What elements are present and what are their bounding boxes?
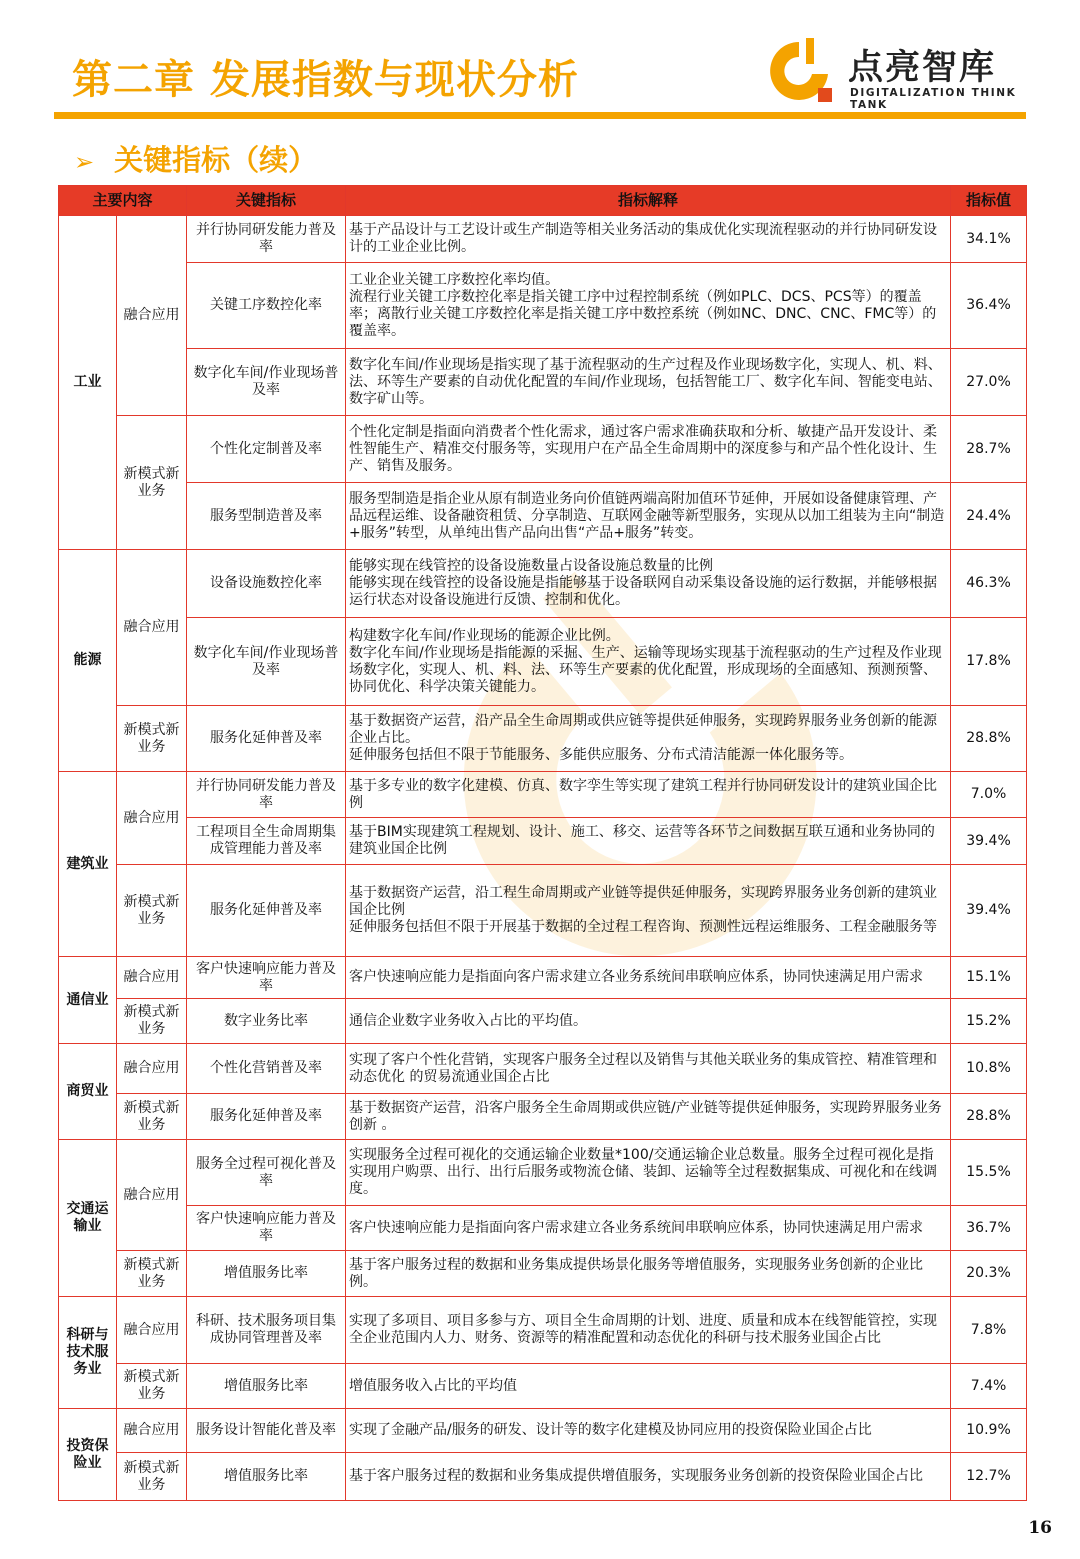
explanation-cell: 实现了金融产品/服务的研发、设计等的数字化建模及协同应用的投资保险业国企占比 — [346, 1409, 951, 1453]
value-cell: 46.3% — [951, 550, 1027, 618]
indicator-cell: 工程项目全生命周期集成管理能力普及率 — [187, 818, 346, 865]
value-cell: 7.0% — [951, 772, 1027, 818]
value-cell: 28.8% — [951, 1094, 1027, 1140]
indicator-cell: 增值服务比率 — [187, 1364, 346, 1409]
main-category-cell: 商贸业 — [59, 1044, 117, 1140]
value-cell: 15.2% — [951, 999, 1027, 1044]
logo-chinese-text: 点亮智库 — [848, 48, 997, 88]
indicator-cell: 数字化车间/作业现场普及率 — [187, 349, 346, 416]
explanation-cell: 基于客户服务过程的数据和业务集成提供增值服务，实现服务业务创新的投资保险业国企占比 — [346, 1453, 951, 1501]
explanation-cell: 工业企业关键工序数控化率均值。 流程行业关键工序数控化率是指关键工序中过程控制系统（例如PLC、DCS、PCS等）的覆盖率；离散行业关键工序数控化率是指关键工序中数控系统（例如NC、DNC、CNC、FMC等）的覆盖率。 — [346, 263, 951, 349]
table-row — [59, 1251, 1027, 1297]
table-row — [59, 550, 1027, 618]
value-cell: 39.4% — [951, 865, 1027, 957]
explanation-cell: 基于数据资产运营，沿客户服务全生命周期或供应链/产业链等提供延伸服务，实现跨界服务业务创新 。 — [346, 1094, 951, 1140]
sub-category-cell: 新模式新业务 — [117, 1094, 187, 1140]
indicator-cell: 并行协同研发能力普及率 — [187, 216, 346, 263]
table-row — [59, 772, 1027, 818]
explanation-cell: 服务型制造是指企业从原有制造业务向价值链两端高附加值环节延伸，开展如设备健康管理、产品远程运维、设备融资租赁、分享制造、互联网金融等新型服务，实现从以加工组装为主向“制造+服务”转型，从单纯出售产品向出售“产品+服务”转变。 — [346, 483, 951, 550]
main-category-cell: 交通运输业 — [59, 1140, 117, 1297]
indicator-cell: 设备设施数控化率 — [187, 550, 346, 618]
sub-category-cell: 融合应用 — [117, 1044, 187, 1094]
table-row — [59, 818, 1027, 865]
sub-category-cell: 新模式新业务 — [117, 1364, 187, 1409]
table-header-row — [59, 186, 1027, 216]
main-category-cell: 建筑业 — [59, 772, 117, 957]
sub-category-cell: 融合应用 — [117, 216, 187, 416]
indicator-cell: 关键工序数控化率 — [187, 263, 346, 349]
table-row — [59, 618, 1027, 706]
indicator-cell: 客户快速响应能力普及率 — [187, 957, 346, 999]
indicator-cell: 服务化延伸普及率 — [187, 706, 346, 772]
explanation-cell: 增值服务收入占比的平均值 — [346, 1364, 951, 1409]
header-divider — [54, 112, 1026, 119]
table-row — [59, 1206, 1027, 1251]
indicator-cell: 服务设计智能化普及率 — [187, 1409, 346, 1453]
value-cell: 28.8% — [951, 706, 1027, 772]
indicator-cell: 个性化定制普及率 — [187, 416, 346, 483]
sub-category-cell: 新模式新业务 — [117, 416, 187, 550]
sub-category-cell: 新模式新业务 — [117, 865, 187, 957]
table-row — [59, 349, 1027, 416]
explanation-cell: 基于产品设计与工艺设计或生产制造等相关业务活动的集成优化实现流程驱动的并行协同研发设计的工业企业比例。 — [346, 216, 951, 263]
sub-category-cell: 融合应用 — [117, 772, 187, 865]
header-indicator: 关键指标 — [187, 186, 346, 216]
key-indicators-table — [58, 185, 1027, 1501]
explanation-cell: 基于多专业的数字化建模、仿真、数字孪生等实现了建筑工程并行协同研发设计的建筑业国企比例 — [346, 772, 951, 818]
main-category-cell: 能源 — [59, 550, 117, 772]
indicator-cell: 服务全过程可视化普及率 — [187, 1140, 346, 1206]
table-row — [59, 865, 1027, 957]
explanation-cell: 客户快速响应能力是指面向客户需求建立各业务系统间串联响应体系，协同快速满足用户需求 — [346, 1206, 951, 1251]
value-cell: 7.4% — [951, 1364, 1027, 1409]
logo-english-text: DIGITALIZATION THINK TANK — [850, 87, 1017, 111]
sub-category-cell: 融合应用 — [117, 1140, 187, 1251]
value-cell: 24.4% — [951, 483, 1027, 550]
sub-category-cell: 融合应用 — [117, 1409, 187, 1453]
table-row — [59, 1409, 1027, 1453]
main-category-cell: 工业 — [59, 216, 117, 550]
value-cell: 10.9% — [951, 1409, 1027, 1453]
table-row — [59, 216, 1027, 263]
indicator-cell: 服务化延伸普及率 — [187, 865, 346, 957]
table-row — [59, 706, 1027, 772]
table-row — [59, 1044, 1027, 1094]
explanation-cell: 构建数字化车间/作业现场的能源企业比例。 数字化车间/作业现场是指能源的采掘、生产、运输等现场实现基于流程驱动的生产过程及作业现场数字化，实现人、机、料、法、环等生产要素的优化配置，形成现场的全面感知、预测预警、协同优化、科学决策关键能力。 — [346, 618, 951, 706]
sub-category-cell: 新模式新业务 — [117, 1453, 187, 1501]
main-category-cell: 投资保险业 — [59, 1409, 117, 1501]
table-body — [59, 216, 1027, 1501]
indicator-cell: 个性化营销普及率 — [187, 1044, 346, 1094]
chapter-title: 第二章 发展指数与现状分析 — [72, 57, 579, 103]
table-row — [59, 483, 1027, 550]
value-cell: 39.4% — [951, 818, 1027, 865]
sub-category-cell: 新模式新业务 — [117, 1251, 187, 1297]
table-row — [59, 263, 1027, 349]
indicator-cell: 数字化车间/作业现场普及率 — [187, 618, 346, 706]
sub-category-cell: 新模式新业务 — [117, 999, 187, 1044]
value-cell: 34.1% — [951, 216, 1027, 263]
explanation-cell: 通信企业数字业务收入占比的平均值。 — [346, 999, 951, 1044]
explanation-cell: 基于数据资产运营，沿产品全生命周期或供应链等提供延伸服务，实现跨界服务业务创新的能源企业占比。 延伸服务包括但不限于节能服务、多能供应服务、分布式清洁能源一体化服务等。 — [346, 706, 951, 772]
section-title: 关键指标（续） — [114, 143, 318, 177]
explanation-cell: 能够实现在线管控的设备设施数量占设备设施总数量的比例 能够实现在线管控的设备设施是指能够基于设备联网自动采集设备设施的运行数据，并能够根据运行状态对设备设施进行反馈、控制和优化。 — [346, 550, 951, 618]
explanation-cell: 基于客户服务过程的数据和业务集成提供场景化服务等增值服务，实现服务业务创新的企业比例。 — [346, 1251, 951, 1297]
table-row — [59, 999, 1027, 1044]
header-explanation: 指标解释 — [346, 186, 951, 216]
sub-category-cell: 融合应用 — [117, 1297, 187, 1364]
value-cell: 12.7% — [951, 1453, 1027, 1501]
indicator-cell: 服务型制造普及率 — [187, 483, 346, 550]
indicator-cell: 增值服务比率 — [187, 1453, 346, 1501]
table-row — [59, 1094, 1027, 1140]
sub-category-cell: 新模式新业务 — [117, 706, 187, 772]
table-row — [59, 1297, 1027, 1364]
value-cell: 17.8% — [951, 618, 1027, 706]
indicator-cell: 服务化延伸普及率 — [187, 1094, 346, 1140]
indicator-cell: 增值服务比率 — [187, 1251, 346, 1297]
table-row — [59, 1140, 1027, 1206]
indicator-cell: 客户快速响应能力普及率 — [187, 1206, 346, 1251]
value-cell: 15.5% — [951, 1140, 1027, 1206]
value-cell: 28.7% — [951, 416, 1027, 483]
value-cell: 27.0% — [951, 349, 1027, 416]
explanation-cell: 实现了多项目、项目多参与方、项目全生命周期的计划、进度、质量和成本在线智能管控，实现全企业范围内人力、财务、资源等的精准配置和动态优化的科研与技术服务业国企占比 — [346, 1297, 951, 1364]
main-category-cell: 通信业 — [59, 957, 117, 1044]
value-cell: 20.3% — [951, 1251, 1027, 1297]
indicator-cell: 数字业务比率 — [187, 999, 346, 1044]
brand-logo — [762, 36, 1032, 111]
header-value: 指标值 — [951, 186, 1027, 216]
logo-mark-icon — [762, 36, 836, 106]
value-cell: 36.7% — [951, 1206, 1027, 1251]
sub-category-cell: 融合应用 — [117, 957, 187, 999]
explanation-cell: 个性化定制是指面向消费者个性化需求，通过客户需求准确获取和分析、敏捷产品开发设计、柔性智能生产、精准交付服务等，实现用户在产品全生命周期中的深度参与和产品个性化设计、生产、销售及服务。 — [346, 416, 951, 483]
section-heading — [74, 138, 317, 179]
header-main-content: 主要内容 — [59, 186, 187, 216]
arrow-bullet-icon: ➢ — [74, 148, 95, 176]
page-number: 16 — [1028, 1518, 1052, 1538]
value-cell: 10.8% — [951, 1044, 1027, 1094]
explanation-cell: 实现服务全过程可视化的交通运输企业数量*100/交通运输企业总数量。服务全过程可视化是指实现用户购票、出行、出行后服务或物流仓储、装卸、运输等全过程数据集成、可视化和在线调度。 — [346, 1140, 951, 1206]
main-category-cell: 科研与技术服务业 — [59, 1297, 117, 1409]
explanation-cell: 客户快速响应能力是指面向客户需求建立各业务系统间串联响应体系，协同快速满足用户需求 — [346, 957, 951, 999]
table-row — [59, 1453, 1027, 1501]
table-row — [59, 1364, 1027, 1409]
value-cell: 36.4% — [951, 263, 1027, 349]
table-row — [59, 957, 1027, 999]
sub-category-cell: 融合应用 — [117, 550, 187, 706]
explanation-cell: 实现了客户个性化营销，实现客户服务全过程以及销售与其他关联业务的集成管控、精准管理和动态优化 的贸易流通业国企占比 — [346, 1044, 951, 1094]
explanation-cell: 数字化车间/作业现场是指实现了基于流程驱动的生产过程及作业现场数字化，实现人、机、料、法、环等生产要素的自动优化配置的车间/作业现场，包括智能工厂、数字化车间、智能变电站、数字矿山等。 — [346, 349, 951, 416]
indicator-cell: 并行协同研发能力普及率 — [187, 772, 346, 818]
table-row — [59, 416, 1027, 483]
explanation-cell: 基于BIM实现建筑工程规划、设计、施工、移交、运营等各环节之间数据互联互通和业务协同的建筑业国企比例 — [346, 818, 951, 865]
value-cell: 15.1% — [951, 957, 1027, 999]
explanation-cell: 基于数据资产运营，沿工程生命周期或产业链等提供延伸服务，实现跨界服务业务创新的建筑业国企比例 延伸服务包括但不限于开展基于数据的全过程工程咨询、预测性远程运维服务、工程金融服务等 — [346, 865, 951, 957]
value-cell: 7.8% — [951, 1297, 1027, 1364]
indicator-cell: 科研、技术服务项目集成协同管理普及率 — [187, 1297, 346, 1364]
